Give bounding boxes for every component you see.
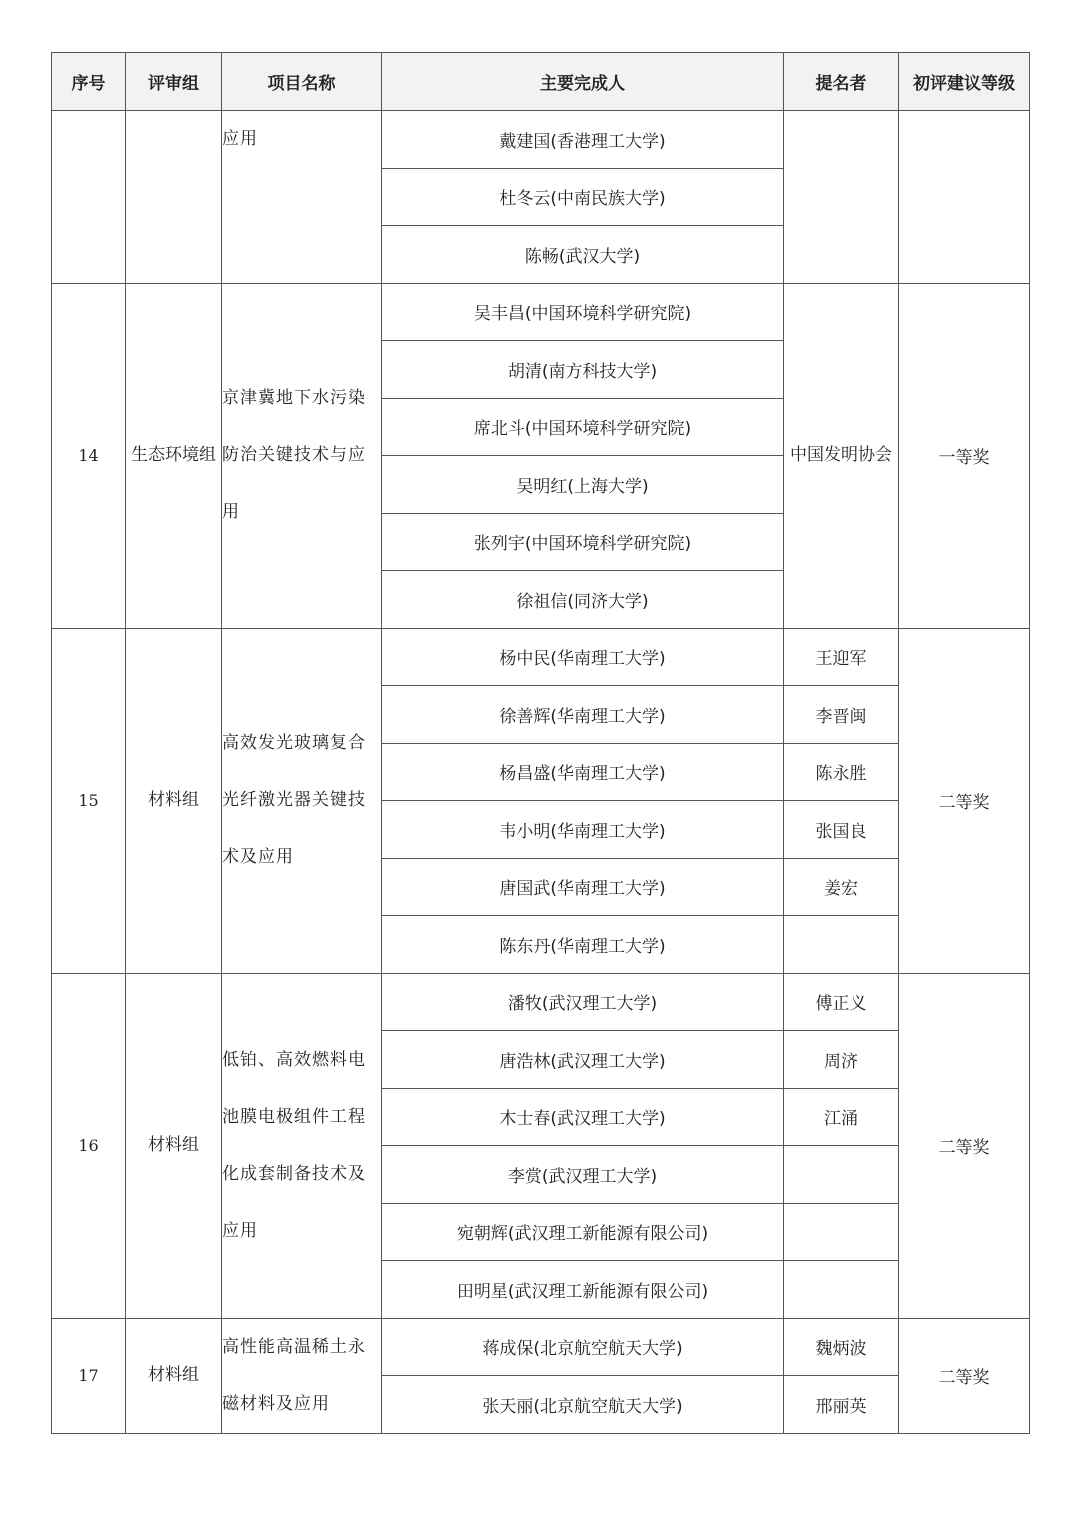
award-table: [51, 52, 1030, 1434]
seq-cell: 14: [52, 283, 126, 628]
person-cell: 杨中民(华南理工大学): [382, 628, 784, 686]
project-cell: 低铂、高效燃料电池膜电极组件工程化成套制备技术及应用: [222, 973, 382, 1318]
seq-cell: 15: [52, 628, 126, 973]
person-cell: 杜冬云(中南民族大学): [382, 168, 784, 226]
nominator-cell: [784, 1146, 899, 1204]
table-row: [52, 1318, 1030, 1376]
group-cell: [126, 111, 222, 284]
header-nominator: 提名者: [784, 53, 899, 111]
seq-cell: 17: [52, 1318, 126, 1433]
header-row: [52, 53, 1030, 111]
person-cell: 徐善辉(华南理工大学): [382, 686, 784, 744]
person-cell: 张列宇(中国环境科学研究院): [382, 513, 784, 571]
header-project: 项目名称: [222, 53, 382, 111]
person-cell: 杨昌盛(华南理工大学): [382, 743, 784, 801]
project-cell: 高性能高温稀土永磁材料及应用: [222, 1318, 382, 1433]
group-cell: 材料组: [126, 973, 222, 1318]
nominator-cell: [784, 111, 899, 284]
header-persons: 主要完成人: [382, 53, 784, 111]
table-row: [52, 973, 1030, 1031]
nominator-cell: 陈永胜: [784, 743, 899, 801]
nominator-cell: 姜宏: [784, 858, 899, 916]
person-cell: 席北斗(中国环境科学研究院): [382, 398, 784, 456]
header-group: 评审组: [126, 53, 222, 111]
person-cell: 韦小明(华南理工大学): [382, 801, 784, 859]
level-cell: 一等奖: [899, 283, 1030, 628]
nominator-cell: 李晋闽: [784, 686, 899, 744]
nominator-cell: 张国良: [784, 801, 899, 859]
person-cell: 吴明红(上海大学): [382, 456, 784, 514]
person-cell: 木士春(武汉理工大学): [382, 1088, 784, 1146]
person-cell: 宛朝辉(武汉理工新能源有限公司): [382, 1203, 784, 1261]
nominator-cell: 傅正义: [784, 973, 899, 1031]
project-cell: 应用: [222, 111, 382, 284]
person-cell: 李赏(武汉理工大学): [382, 1146, 784, 1204]
person-cell: 潘牧(武汉理工大学): [382, 973, 784, 1031]
table-row: [52, 628, 1030, 686]
nominator-cell: [784, 1203, 899, 1261]
nominator-cell: [784, 916, 899, 974]
level-cell: [899, 111, 1030, 284]
nominator-cell: 邢丽英: [784, 1376, 899, 1434]
person-cell: 唐浩林(武汉理工大学): [382, 1031, 784, 1089]
group-cell: 材料组: [126, 628, 222, 973]
level-cell: 二等奖: [899, 973, 1030, 1318]
seq-cell: [52, 111, 126, 284]
project-cell: 京津冀地下水污染防治关键技术与应用: [222, 283, 382, 628]
person-cell: 蒋成保(北京航空航天大学): [382, 1318, 784, 1376]
table-row: [52, 283, 1030, 341]
group-cell: 材料组: [126, 1318, 222, 1433]
header-seq: 序号: [52, 53, 126, 111]
nominator-cell: 江涌: [784, 1088, 899, 1146]
seq-cell: 16: [52, 973, 126, 1318]
header-level: 初评建议等级: [899, 53, 1030, 111]
person-cell: 徐祖信(同济大学): [382, 571, 784, 629]
person-cell: 胡清(南方科技大学): [382, 341, 784, 399]
nominator-cell: 周济: [784, 1031, 899, 1089]
level-cell: 二等奖: [899, 628, 1030, 973]
person-cell: 张天丽(北京航空航天大学): [382, 1376, 784, 1434]
nominator-cell: [784, 1261, 899, 1319]
level-cell: 二等奖: [899, 1318, 1030, 1433]
person-cell: 唐国武(华南理工大学): [382, 858, 784, 916]
project-cell: 高效发光玻璃复合光纤激光器关键技术及应用: [222, 628, 382, 973]
person-cell: 吴丰昌(中国环境科学研究院): [382, 283, 784, 341]
person-cell: 陈东丹(华南理工大学): [382, 916, 784, 974]
person-cell: 田明星(武汉理工新能源有限公司): [382, 1261, 784, 1319]
person-cell: 戴建国(香港理工大学): [382, 111, 784, 169]
person-cell: 陈畅(武汉大学): [382, 226, 784, 284]
table-row: [52, 111, 1030, 169]
nominator-cell: 魏炳波: [784, 1318, 899, 1376]
nominator-cell: 王迎军: [784, 628, 899, 686]
group-cell: 生态环境组: [126, 283, 222, 628]
nominator-cell: 中国发明协会: [784, 283, 899, 628]
